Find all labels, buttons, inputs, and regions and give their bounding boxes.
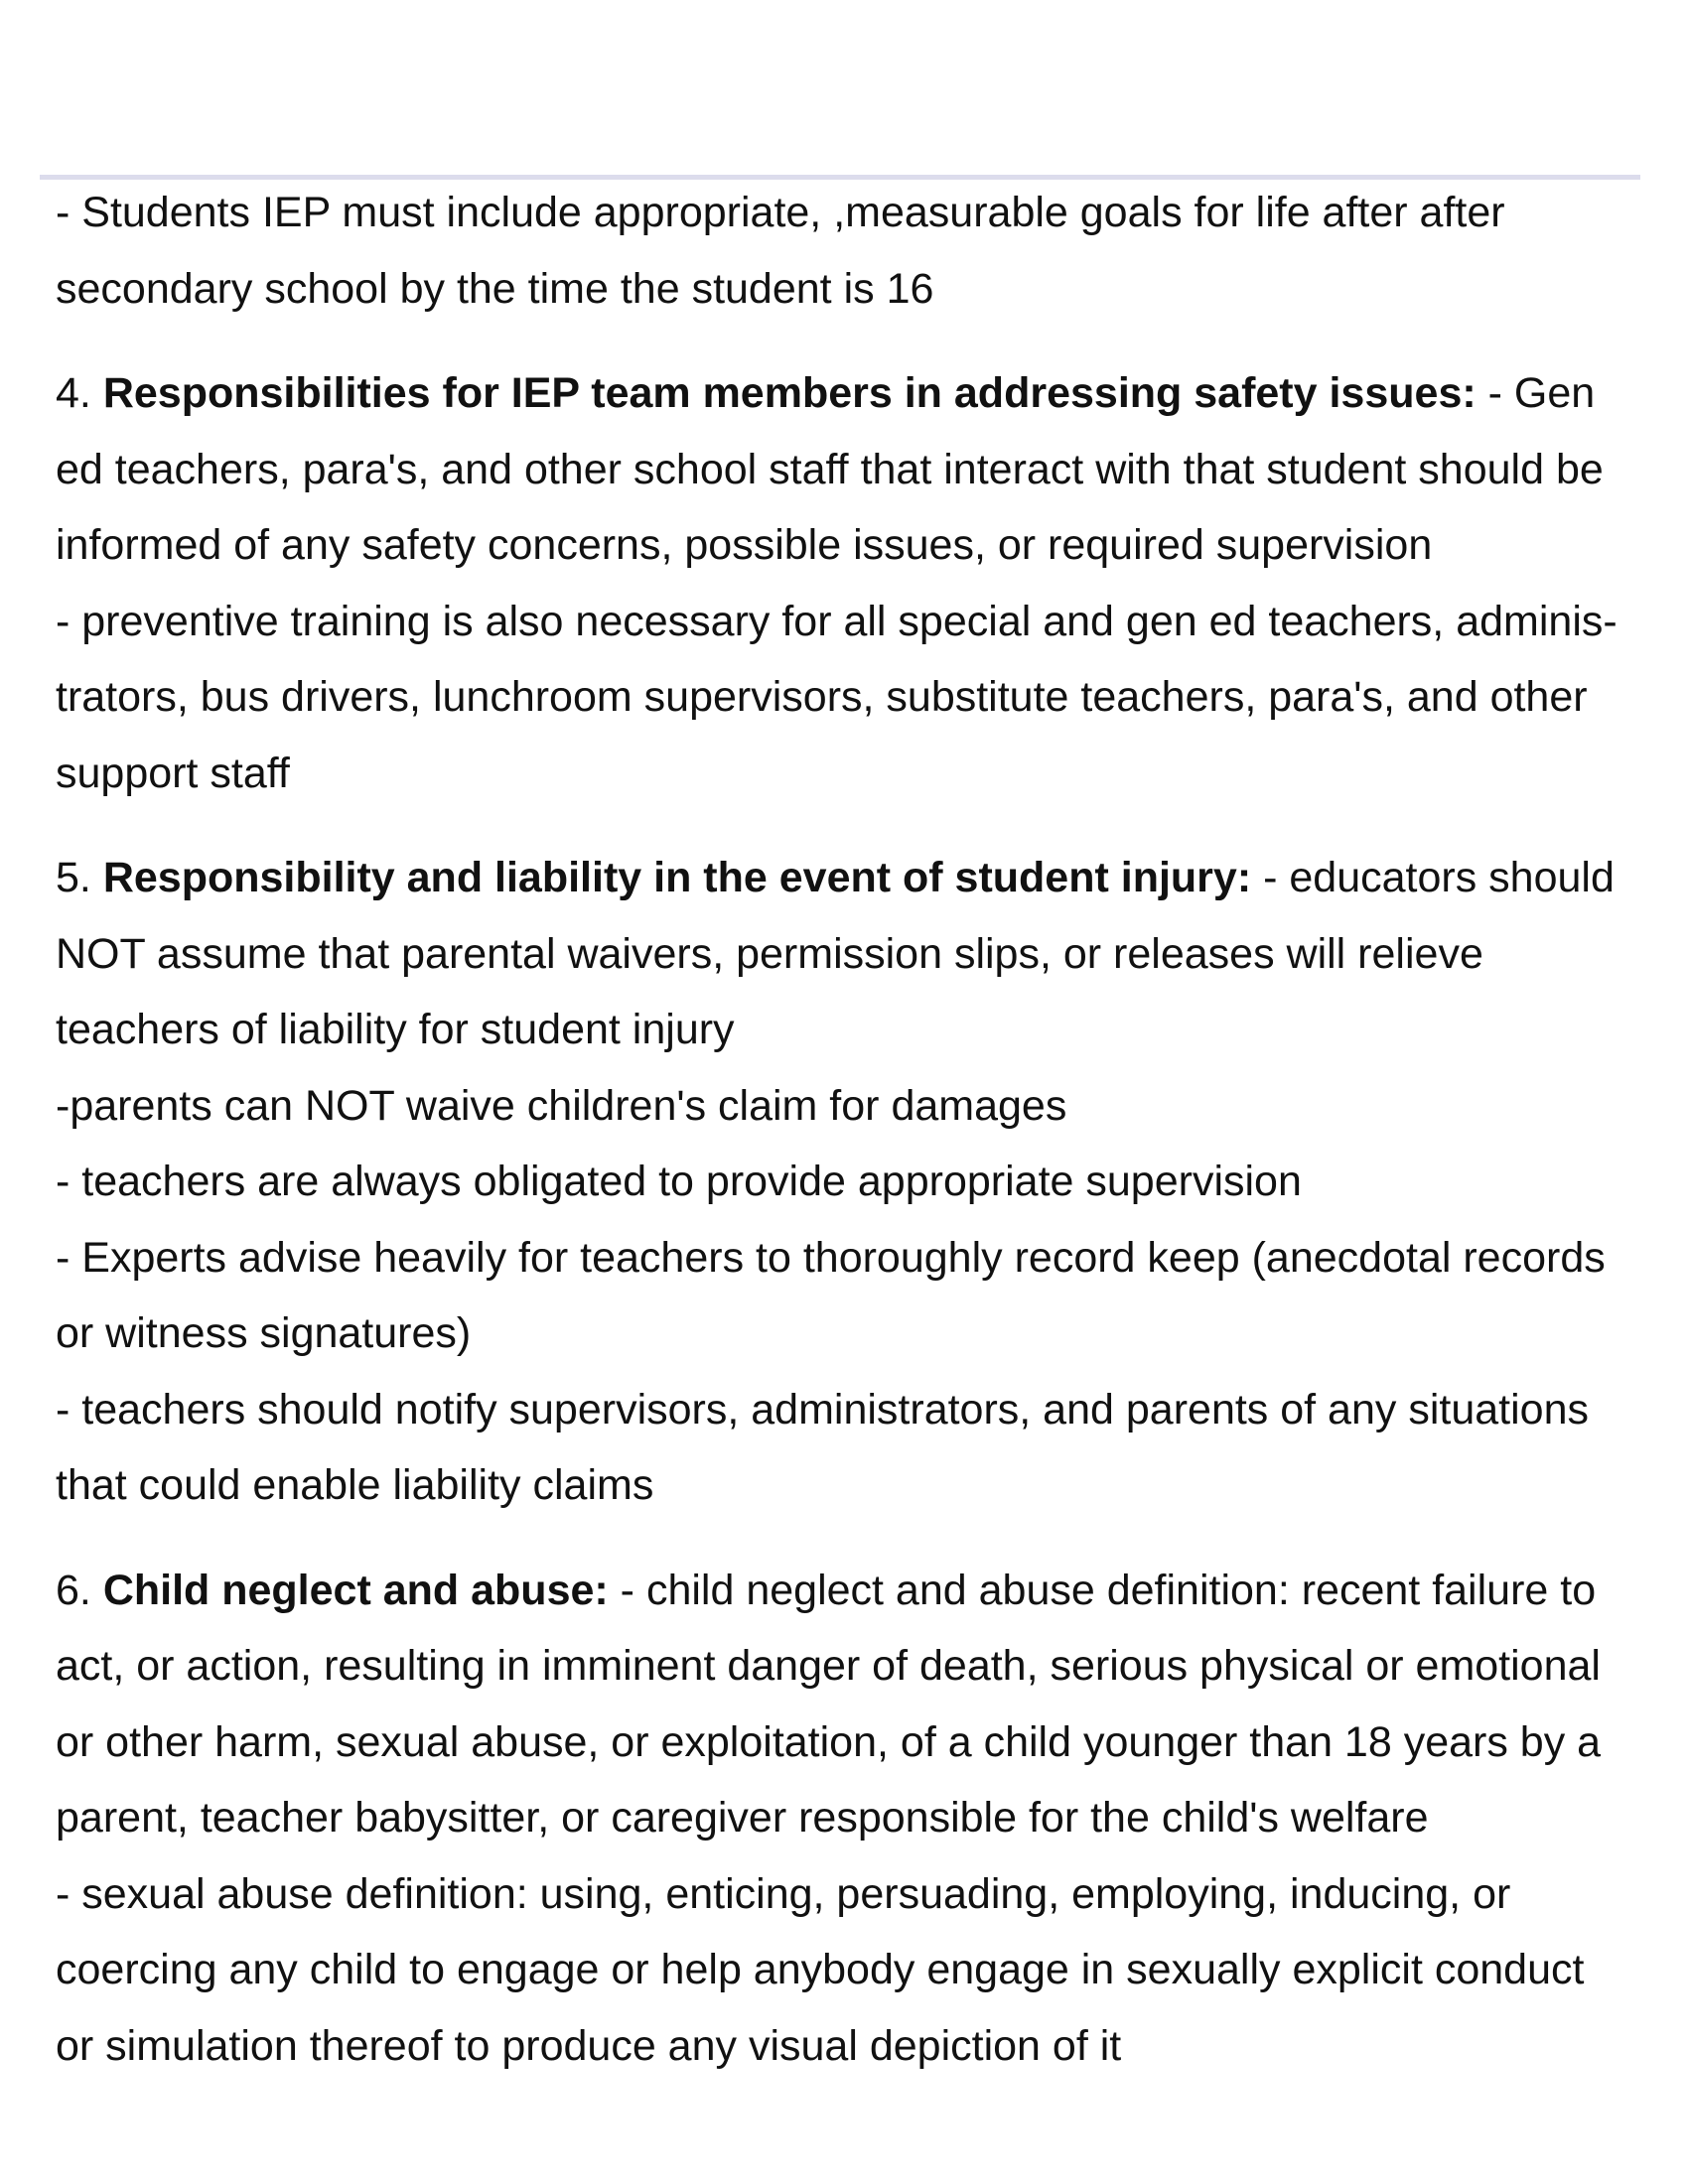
text-line: informed of any safety concerns, possible issues, or required supervision — [56, 521, 1433, 569]
section-number: 5. — [56, 854, 103, 901]
text-line: NOT assume that parental waivers, permission slips, or releases will relieve — [56, 929, 1483, 978]
section-heading: Responsibility and liability in the event of student injury: — [102, 854, 1264, 901]
document-body — [56, 175, 1644, 2084]
section-5-first-line — [56, 840, 1644, 916]
text-line: or other harm, sexual abuse, or exploitation, of a child younger than 18 years by a — [56, 1717, 1602, 1766]
text-line: that could enable liability claims — [56, 1461, 654, 1509]
text-line: trators, bus drivers, lunchroom supervisors, substitute teachers, para's, and other — [56, 673, 1588, 721]
text-line: coercing any child to engage or help anybody engage in sexually explicit conduct — [56, 1946, 1585, 1993]
text-line: - sexual abuse definition: using, enticing, persuading, employing, inducing, or — [56, 1869, 1511, 1918]
section-4-first-line — [56, 355, 1644, 432]
section-number: 4. — [56, 369, 103, 417]
section-5 — [56, 840, 1644, 1524]
section-6-first-line — [56, 1553, 1644, 1629]
section-heading: Responsibilities for IEP team members in addressing safety issues: — [102, 369, 1488, 417]
text-line: or witness signatures) — [56, 1309, 472, 1357]
intro-block — [56, 175, 1644, 327]
text-line: support staff — [56, 749, 290, 797]
text-line: parent, teacher babysitter, or caregiver responsible for the child's welfare — [56, 1794, 1429, 1842]
text-line: act, or action, resulting in imminent danger of death, serious physical or emotional — [56, 1642, 1601, 1690]
section-heading: Child neglect and abuse: — [102, 1566, 621, 1614]
section-lead-text: - child neglect and abuse definition: recent failure to — [620, 1566, 1597, 1614]
section-number: 6. — [56, 1566, 103, 1614]
section-lead-text: - Gen — [1487, 369, 1596, 417]
text-line: secondary school by the time the student is 16 — [56, 264, 934, 313]
text-line: -parents can NOT waive children's claim for damages — [56, 1081, 1067, 1130]
section-6 — [56, 1553, 1644, 2085]
text-line: - Students IEP must include appropriate, ,measurable goals for life after after — [56, 189, 1505, 236]
text-line: - teachers are always obligated to provide appropriate supervision — [56, 1158, 1302, 1205]
text-line: - teachers should notify supervisors, administrators, and parents of any situations — [56, 1385, 1589, 1433]
section-4 — [56, 355, 1644, 811]
text-line: ed teachers, para's, and other school staff that interact with that student should be — [56, 445, 1604, 493]
text-line: - Experts advise heavily for teachers to thoroughly record keep (anecdotal records — [56, 1233, 1606, 1282]
text-line: - preventive training is also necessary for all special and gen ed teachers, adminis- — [56, 597, 1618, 645]
section-lead-text: - educators should — [1263, 854, 1615, 901]
text-line: or simulation thereof to produce any visual depiction of it — [56, 2021, 1122, 2070]
text-line: teachers of liability for student injury — [56, 1006, 735, 1053]
